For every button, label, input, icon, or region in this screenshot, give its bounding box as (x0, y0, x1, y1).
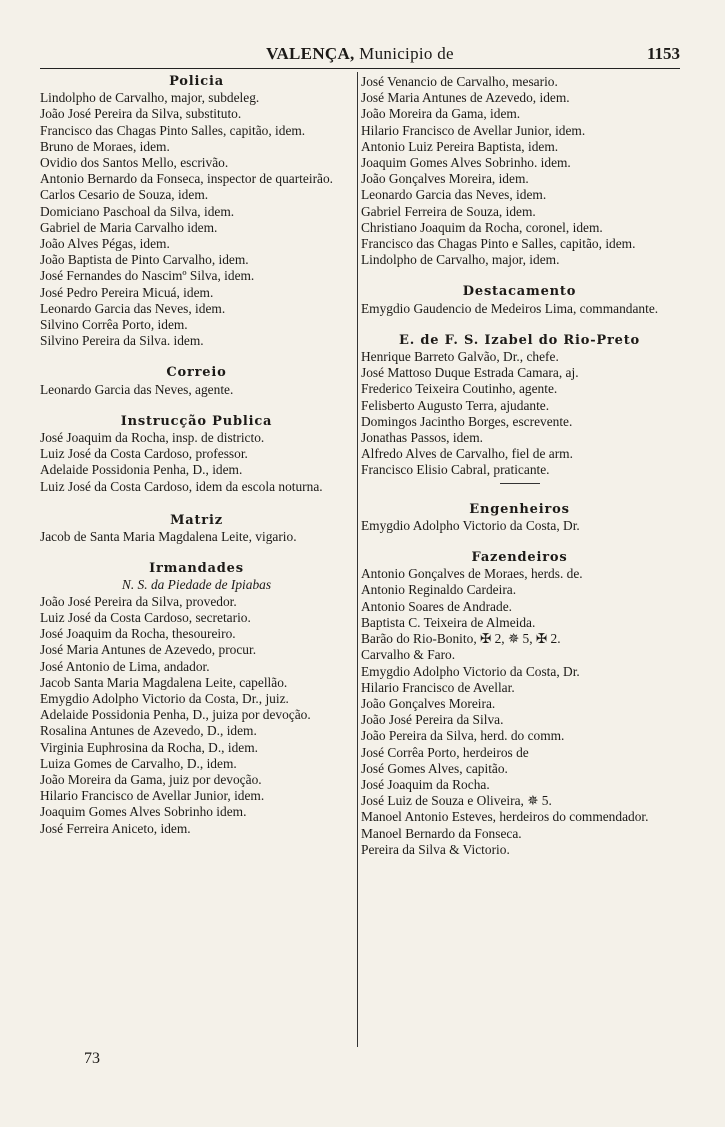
list-entry: João Gonçalves Moreira, idem. (361, 171, 529, 187)
list-entry: Emygdio Adolpho Victorio da Costa, Dr., juiz. (40, 690, 289, 706)
list-entry: Antonio Gonçalves de Moraes, herds. de. (361, 566, 583, 582)
list-entry: José Joaquim da Rocha. (361, 776, 490, 792)
list-entry: Bruno de Moraes, idem. (40, 138, 170, 154)
list-entry: Jacob de Santa Maria Magdalena Leite, vigario. (40, 529, 297, 545)
spacer (40, 545, 353, 561)
list-entry: Luiza Gomes de Carvalho, D., idem. (40, 755, 237, 771)
list-entry: Leonardo Garcia das Neves, agente. (40, 381, 234, 397)
running-title (40, 44, 680, 64)
list-entry: Antonio Bernardo da Fonseca, inspector de quarteirão. (40, 171, 334, 187)
list-entry: João Gonçalves Moreira. (361, 695, 496, 711)
list-entry: João José Pereira da Silva, substituto. (40, 106, 242, 122)
list-entry: João Moreira da Gama, juiz por devoção. (40, 771, 262, 787)
list-entry: Antonio Reginaldo Cardeira. (361, 582, 517, 598)
list-entry: Antonio Soares de Andrade. (361, 598, 512, 614)
list-entry: João José Pereira da Silva. (361, 712, 504, 728)
header-place: VALENÇA, (266, 44, 355, 63)
list-entry: Gabriel de Maria Carvalho idem. (40, 219, 218, 235)
list-entry: José Joaquim da Rocha, insp. de districto. (40, 430, 265, 446)
list-entry: Lindolpho de Carvalho, major, subdeleg. (40, 90, 260, 106)
list-entry: Silvino Corrêa Porto, idem. (40, 317, 188, 333)
subheading: N. S. da Piedade de Ipiabas (121, 577, 272, 593)
list-entry: Luiz José da Costa Cardoso, idem da escola noturna. (40, 478, 323, 494)
list-entry: Baptista C. Teixeira de Almeida. (361, 614, 536, 630)
section-heading: Irmandades (149, 561, 244, 577)
header-rule (40, 68, 680, 69)
list-entry: José Gomes Alves, capitão. (361, 760, 508, 776)
list-entry: José Ferreira Aniceto, idem. (40, 820, 191, 836)
list-entry: Rosalina Antunes de Azevedo, D., idem. (40, 723, 257, 739)
spacer (40, 349, 353, 365)
list-entry: Emygdio Adolpho Victorio da Costa, Dr. (361, 663, 580, 679)
list-entry: Francisco das Chagas Pinto e Salles, capitão, idem. (361, 236, 636, 252)
list-entry: João Baptista de Pinto Carvalho, idem. (40, 252, 249, 268)
list-entry: Silvino Pereira da Silva. idem. (40, 333, 204, 349)
list-entry: Jacob Santa Maria Magdalena Leite, capellão. (40, 674, 288, 690)
spacer (361, 317, 678, 333)
list-entry: Christiano Joaquim da Rocha, coronel, idem. (361, 219, 603, 235)
list-entry: Frederico Teixeira Coutinho, agente. (361, 381, 558, 397)
list-entry: Carvalho & Faro. (361, 647, 456, 663)
list-entry: José Mattoso Duque Estrada Camara, aj. (361, 365, 579, 381)
list-entry: Domiciano Paschoal da Silva, idem. (40, 203, 235, 219)
page-header (40, 44, 680, 68)
list-entry: Pereira da Silva & Victorio. (361, 841, 510, 857)
section-heading: Engenheiros (469, 501, 570, 517)
list-entry: Adelaide Possidonia Penha, D., juiza por devoção. (40, 707, 311, 723)
list-entry: Gabriel Ferreira de Souza, idem. (361, 203, 536, 219)
section-heading: Policia (169, 74, 224, 89)
list-entry: Domingos Jacintho Borges, escrevente. (361, 413, 573, 429)
list-entry: João Moreira da Gama, idem. (361, 106, 521, 122)
list-entry: Francisco das Chagas Pinto Salles, capitão, idem. (40, 122, 306, 138)
list-entry: Ovidio dos Santos Mello, escrivão. (40, 155, 229, 171)
signature-number: 73 (84, 1050, 100, 1067)
spacer (361, 268, 678, 284)
list-entry: José Luiz de Souza e Oliveira, ✵ 5. (361, 793, 552, 809)
list-entry: Luiz José da Costa Cardoso, secretario. (40, 609, 251, 625)
list-entry: Manoel Antonio Esteves, herdeiros do commendador. (361, 809, 649, 825)
list-entry: Barão do Rio-Bonito, ✠ 2, ✵ 5, ✠ 2. (361, 631, 561, 647)
section-heading: Destacamento (462, 284, 577, 300)
column-divider (357, 72, 358, 1047)
list-entry: Emygdio Adolpho Victorio da Costa, Dr. (361, 517, 580, 533)
list-entry: José Maria Antunes de Azevedo, procur. (40, 642, 257, 658)
list-entry: José Antonio de Lima, andador. (40, 658, 210, 674)
section-heading: Fazendeiros (471, 550, 568, 566)
list-entry: Alfredo Alves de Carvalho, fiel de arm. (361, 446, 573, 462)
list-entry: José Fernandes do Nascimº Silva, idem. (40, 268, 255, 284)
list-entry: Jonathas Passos, idem. (361, 430, 483, 446)
spacer (361, 484, 678, 502)
list-entry: Hilario Francisco de Avellar Junior, idem. (40, 788, 265, 804)
list-entry: João Pereira da Silva, herd. do comm. (361, 728, 565, 744)
list-entry: João Alves Pégas, idem. (40, 236, 170, 252)
list-entry: Emygdio Gaudencio de Medeiros Lima, commandante. (361, 300, 659, 316)
list-entry: Henrique Barreto Galvão, Dr., chefe. (361, 349, 559, 365)
section-heading: Correio (166, 365, 227, 381)
section-heading: E. de F. S. Izabel do Rio-Preto (399, 332, 640, 348)
list-entry: Virginia Euphrosina da Rocha, D., idem. (40, 739, 258, 755)
list-entry: Carlos Cesario de Souza, idem. (40, 187, 209, 203)
left-column (40, 74, 353, 837)
section-heading: Matriz (170, 512, 223, 528)
list-entry: Adelaide Possidonia Penha, D., idem. (40, 462, 243, 478)
list-entry: Manoel Bernardo da Fonseca. (361, 825, 522, 841)
list-entry: Francisco Elisio Cabral, praticante. (361, 462, 550, 478)
list-entry: Hilario Francisco de Avellar Junior, idem. (361, 122, 586, 138)
list-entry: Felisberto Augusto Terra, ajudante. (361, 397, 550, 413)
page-number: 1153 (646, 44, 680, 63)
list-entry: Luiz José da Costa Cardoso, professor. (40, 446, 248, 462)
list-entry: Leonardo Garcia das Neves, idem. (361, 187, 547, 203)
list-entry: Hilario Francisco de Avellar. (361, 679, 515, 695)
list-entry: José Venancio de Carvalho, mesario. (361, 74, 558, 89)
list-entry: Antonio Luiz Pereira Baptista, idem. (361, 138, 559, 154)
spacer (361, 534, 678, 550)
list-entry: Lindolpho de Carvalho, major, idem. (361, 252, 560, 268)
list-entry: José Joaquim da Rocha, thesoureiro. (40, 626, 236, 642)
header-title-rest: Municipio de (359, 44, 454, 63)
list-entry: José Maria Antunes de Azevedo, idem. (361, 90, 570, 106)
list-entry: João José Pereira da Silva, provedor. (40, 593, 237, 609)
list-entry: Joaquim Gomes Alves Sobrinho. idem. (361, 155, 571, 171)
list-entry: José Corrêa Porto, herdeiros de (361, 744, 529, 760)
list-entry: Joaquim Gomes Alves Sobrinho idem. (40, 804, 247, 820)
spacer (40, 495, 353, 513)
spacer (40, 398, 353, 414)
right-column (361, 74, 678, 858)
list-entry: José Pedro Pereira Micuá, idem. (40, 284, 214, 300)
section-heading: Instrucção Publica (120, 413, 273, 429)
list-entry: Leonardo Garcia das Neves, idem. (40, 300, 226, 316)
